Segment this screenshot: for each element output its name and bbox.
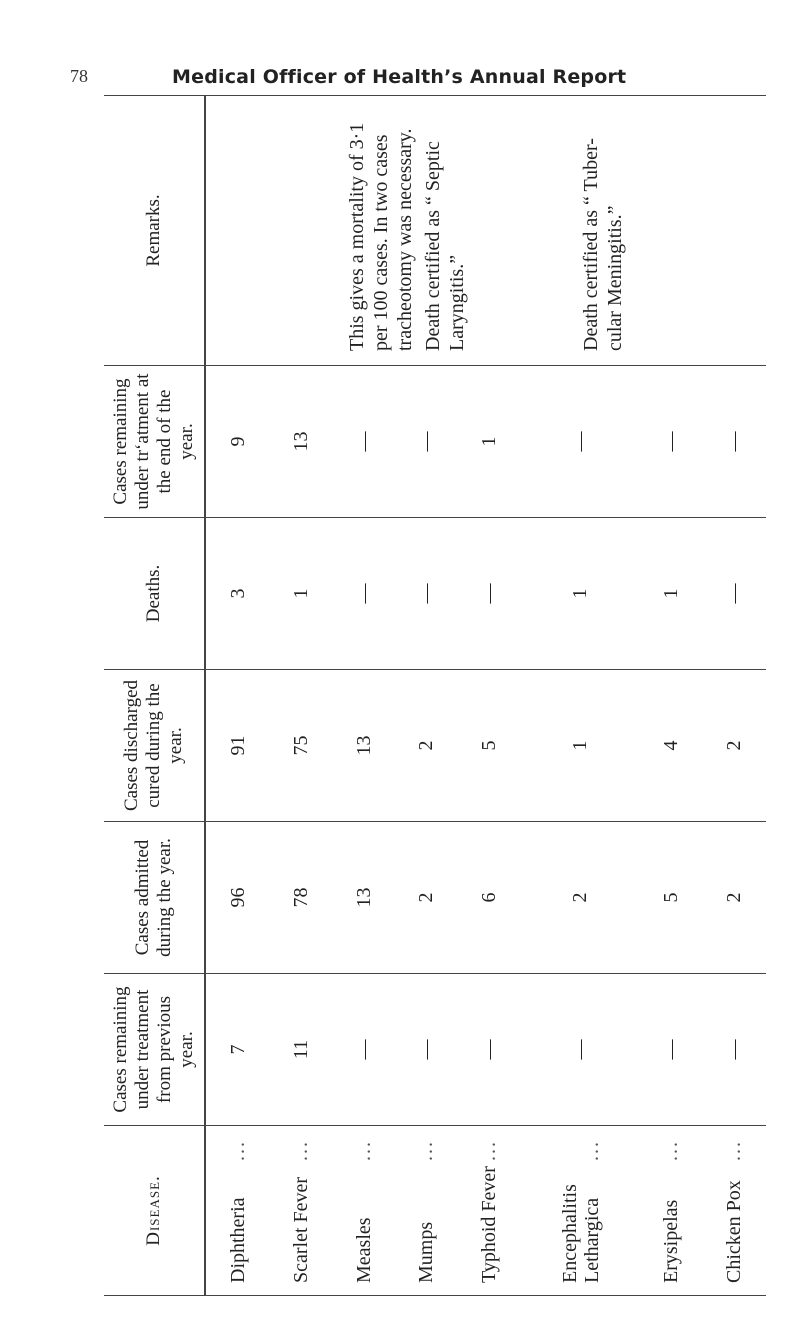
column-header-remarks: Remarks. (104, 96, 205, 366)
admitted-cell: 96 (205, 822, 270, 974)
disease-cell (521, 1126, 641, 1296)
discharged-cell: 4 (641, 670, 704, 822)
admitted-cell: 78 (270, 822, 333, 974)
disease-cell (703, 1126, 766, 1296)
previous-cell: 7 (205, 974, 270, 1126)
column-header-remaining: Cases remaining under tr‘atment at the end of the year. (104, 366, 205, 518)
returns-table (104, 95, 766, 1296)
remaining-cell: 1 (458, 366, 521, 518)
deaths-cell: 3 (205, 518, 270, 670)
discharged-cell: 91 (205, 670, 270, 822)
discharged-cell: 1 (521, 670, 641, 822)
disease-name: Encephalitis Lethargica (558, 1184, 603, 1283)
deaths-cell: — (396, 518, 459, 670)
leader-dots: ... (580, 1140, 603, 1161)
remark-encephalitis: Death certified as “ Tuber-cular Meningitis.” (580, 138, 626, 351)
leader-dots: ... (723, 1140, 746, 1161)
previous-cell: — (458, 974, 521, 1126)
page-number: 78 (70, 66, 88, 86)
disease-cell (270, 1126, 333, 1296)
discharged-cell: 2 (703, 670, 766, 822)
table-row (205, 96, 270, 1296)
previous-cell: — (641, 974, 704, 1126)
leader-dots: ... (660, 1140, 683, 1161)
admitted-cell: 2 (521, 822, 641, 974)
remark-diphtheria: This gives a mortality of 3·1 per 100 cases. In two cases tracheotomy was necessary. (346, 122, 416, 351)
leader-dots: ... (352, 1140, 375, 1161)
disease-name: Chicken Pox (723, 1180, 746, 1283)
column-header-admitted: Cases admitted during the year. (104, 822, 205, 974)
previous-cell: — (333, 974, 396, 1126)
disease-cell (333, 1126, 396, 1296)
remark-scarlet-fever: Death certified as “ Septic Laryngitis.” (422, 141, 468, 351)
deaths-cell: — (458, 518, 521, 670)
remaining-cell: — (521, 366, 641, 518)
disease-name: Erysipelas (660, 1199, 683, 1283)
disease-cell (396, 1126, 459, 1296)
discharged-cell: 5 (458, 670, 521, 822)
disease-name: Mumps (415, 1221, 438, 1283)
discharged-cell: 13 (333, 670, 396, 822)
discharged-cell: 2 (396, 670, 459, 822)
column-header-deaths: Deaths. (104, 518, 205, 670)
remaining-cell: — (641, 366, 704, 518)
previous-cell: — (521, 974, 641, 1126)
table-header-row (104, 96, 205, 1296)
deaths-cell: — (333, 518, 396, 670)
deaths-cell: 1 (270, 518, 333, 670)
leader-dots: ... (226, 1140, 249, 1161)
remaining-cell: — (703, 366, 766, 518)
remaining-cell: — (333, 366, 396, 518)
previous-cell: — (703, 974, 766, 1126)
deaths-cell: — (703, 518, 766, 670)
admitted-cell: 13 (333, 822, 396, 974)
remaining-cell: — (396, 366, 459, 518)
infectious-diseases-table (104, 96, 766, 1296)
previous-cell: 11 (270, 974, 333, 1126)
admitted-cell: 5 (641, 822, 704, 974)
column-header-previous: Cases remaining under treatment from previous year. (104, 974, 205, 1126)
admitted-cell: 6 (458, 822, 521, 974)
disease-name: Scarlet Fever (290, 1176, 313, 1283)
running-title: Medical Officer of Health’s Annual Report (172, 66, 627, 88)
leader-dots: ... (477, 1140, 500, 1161)
remaining-cell: 13 (270, 366, 333, 518)
admitted-cell: 2 (703, 822, 766, 974)
remaining-cell: 9 (205, 366, 270, 518)
disease-cell (641, 1126, 704, 1296)
disease-name: Typhoid Fever (477, 1166, 500, 1283)
disease-cell (205, 1126, 270, 1296)
disease-cell (458, 1126, 521, 1296)
disease-name: Measles (352, 1217, 375, 1283)
disease-name: Diphtheria (226, 1197, 249, 1283)
previous-cell: — (396, 974, 459, 1126)
leader-dots: ... (415, 1140, 438, 1161)
discharged-cell: 75 (270, 670, 333, 822)
column-header-disease: Disease. (104, 1126, 205, 1296)
admitted-cell: 2 (396, 822, 459, 974)
column-header-discharged: Cases discharged cured during the year. (104, 670, 205, 822)
remarks-cell (205, 96, 766, 366)
leader-dots: ... (290, 1140, 313, 1161)
deaths-cell: 1 (521, 518, 641, 670)
deaths-cell: 1 (641, 518, 704, 670)
